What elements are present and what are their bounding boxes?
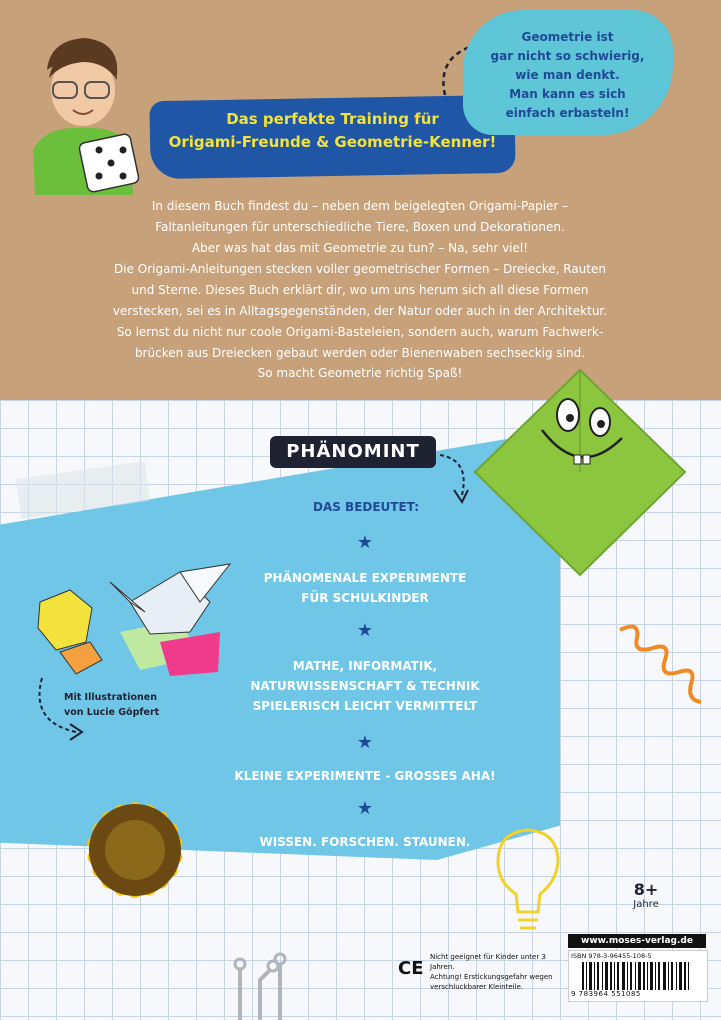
banner-line: Origami-Freunde & Geometrie-Kenner! <box>168 133 497 151</box>
feature-line: NATURWISSENSCHAFT & TECHNIK <box>250 679 480 693</box>
orange-spring-illustration <box>615 620 705 710</box>
feature-item <box>210 656 520 716</box>
feature-item <box>210 766 520 786</box>
star-icon: ★ <box>356 532 374 553</box>
cloud-line: Man kann es sich <box>509 87 626 101</box>
feature-line: FÜR SCHULKINDER <box>301 591 429 605</box>
publisher-website[interactable]: www.moses-verlag.de <box>568 934 706 948</box>
description-line: Faltanleitungen für unterschiedliche Tiere, Boxen und Dekorationen. <box>155 220 565 234</box>
description-line: In diesem Buch findest du – neben dem beigelegten Origami-Papier – <box>151 199 569 213</box>
cloud-line: gar nicht so schwierig, <box>490 49 645 63</box>
ean-number: 9 783964 551085 <box>571 990 641 998</box>
star-icon: ★ <box>356 732 374 753</box>
age-recommendation <box>622 880 670 910</box>
description-line: und Sterne. Dieses Buch erklärt dir, wo um uns herum sich all diese Formen <box>131 283 589 297</box>
ce-mark: CE <box>398 958 424 979</box>
warning-line: Achtung! Erstickungsgefahr wegen <box>430 973 553 981</box>
star-icon: ★ <box>356 798 374 819</box>
speech-cloud-text <box>470 28 665 123</box>
age-number: 8+ <box>633 880 659 899</box>
description-line: Aber was hat das mit Geometrie zu tun? – Na, sehr viel! <box>191 241 529 255</box>
description-line: Die Origami-Anleitungen stecken voller geometrischer Formen – Dreiecke, Rauten <box>114 262 606 276</box>
warning-line: Nicht geeignet für Kinder unter 3 Jahren. <box>430 953 546 971</box>
illustrator-line: Mit Illustrationen <box>64 692 157 703</box>
feature-line: SPIELERISCH LEICHT VERMITTELT <box>252 699 478 713</box>
illustrator-credit <box>64 690 244 720</box>
origami-face-bookmark-illustration <box>470 360 695 585</box>
circuit-lines-icon <box>225 950 295 1020</box>
sunflower-illustration <box>40 755 230 945</box>
barcode-icon <box>582 962 692 990</box>
cloud-line: Geometrie ist <box>521 30 614 44</box>
feature-line: MATHE, INFORMATIK, <box>292 659 438 673</box>
banner-headline <box>150 108 515 154</box>
phaenomint-logo: PHÄNOMINT <box>270 436 436 468</box>
boy-with-dice-illustration <box>25 30 155 195</box>
description-text <box>60 196 660 364</box>
safety-warning <box>430 952 565 992</box>
closing-line: So macht Geometrie richtig Spaß! <box>257 366 463 380</box>
means-heading: DAS BEDEUTET: <box>312 500 420 514</box>
light-bulb-illustration <box>488 820 568 940</box>
star-icon: ★ <box>356 620 374 641</box>
origami-crane-and-boxes-illustration <box>30 562 240 680</box>
cloud-line: wie man denkt. <box>515 68 620 82</box>
banner-line: Das perfekte Training für <box>226 110 439 128</box>
description-line: brücken aus Dreiecken gebaut werden oder Bienenwaben sechseckig sind. <box>134 346 586 360</box>
description-line: So lernst du nicht nur coole Origami-Basteleien, sondern auch, warum Fachwerk- <box>116 325 604 339</box>
feature-line: WISSEN. FORSCHEN. STAUNEN. <box>259 835 471 849</box>
feature-item <box>210 568 520 608</box>
warning-line: verschluckbarer Kleinteile. <box>430 983 524 991</box>
age-label: Jahre <box>633 899 659 910</box>
illustrator-line: von Lucie Göpfert <box>64 707 160 718</box>
description-line: verstecken, sei es in Alltagsgegenständen, der Natur oder auch in der Architektur. <box>112 304 608 318</box>
isbn-text: ISBN 978-3-96455-108-5 <box>571 952 652 960</box>
feature-line: KLEINE EXPERIMENTE - GROSSES AHA! <box>234 769 496 783</box>
cloud-line: einfach erbasteln! <box>505 106 630 120</box>
feature-line: PHÄNOMENALE EXPERIMENTE <box>263 571 467 585</box>
feature-item <box>210 832 520 852</box>
